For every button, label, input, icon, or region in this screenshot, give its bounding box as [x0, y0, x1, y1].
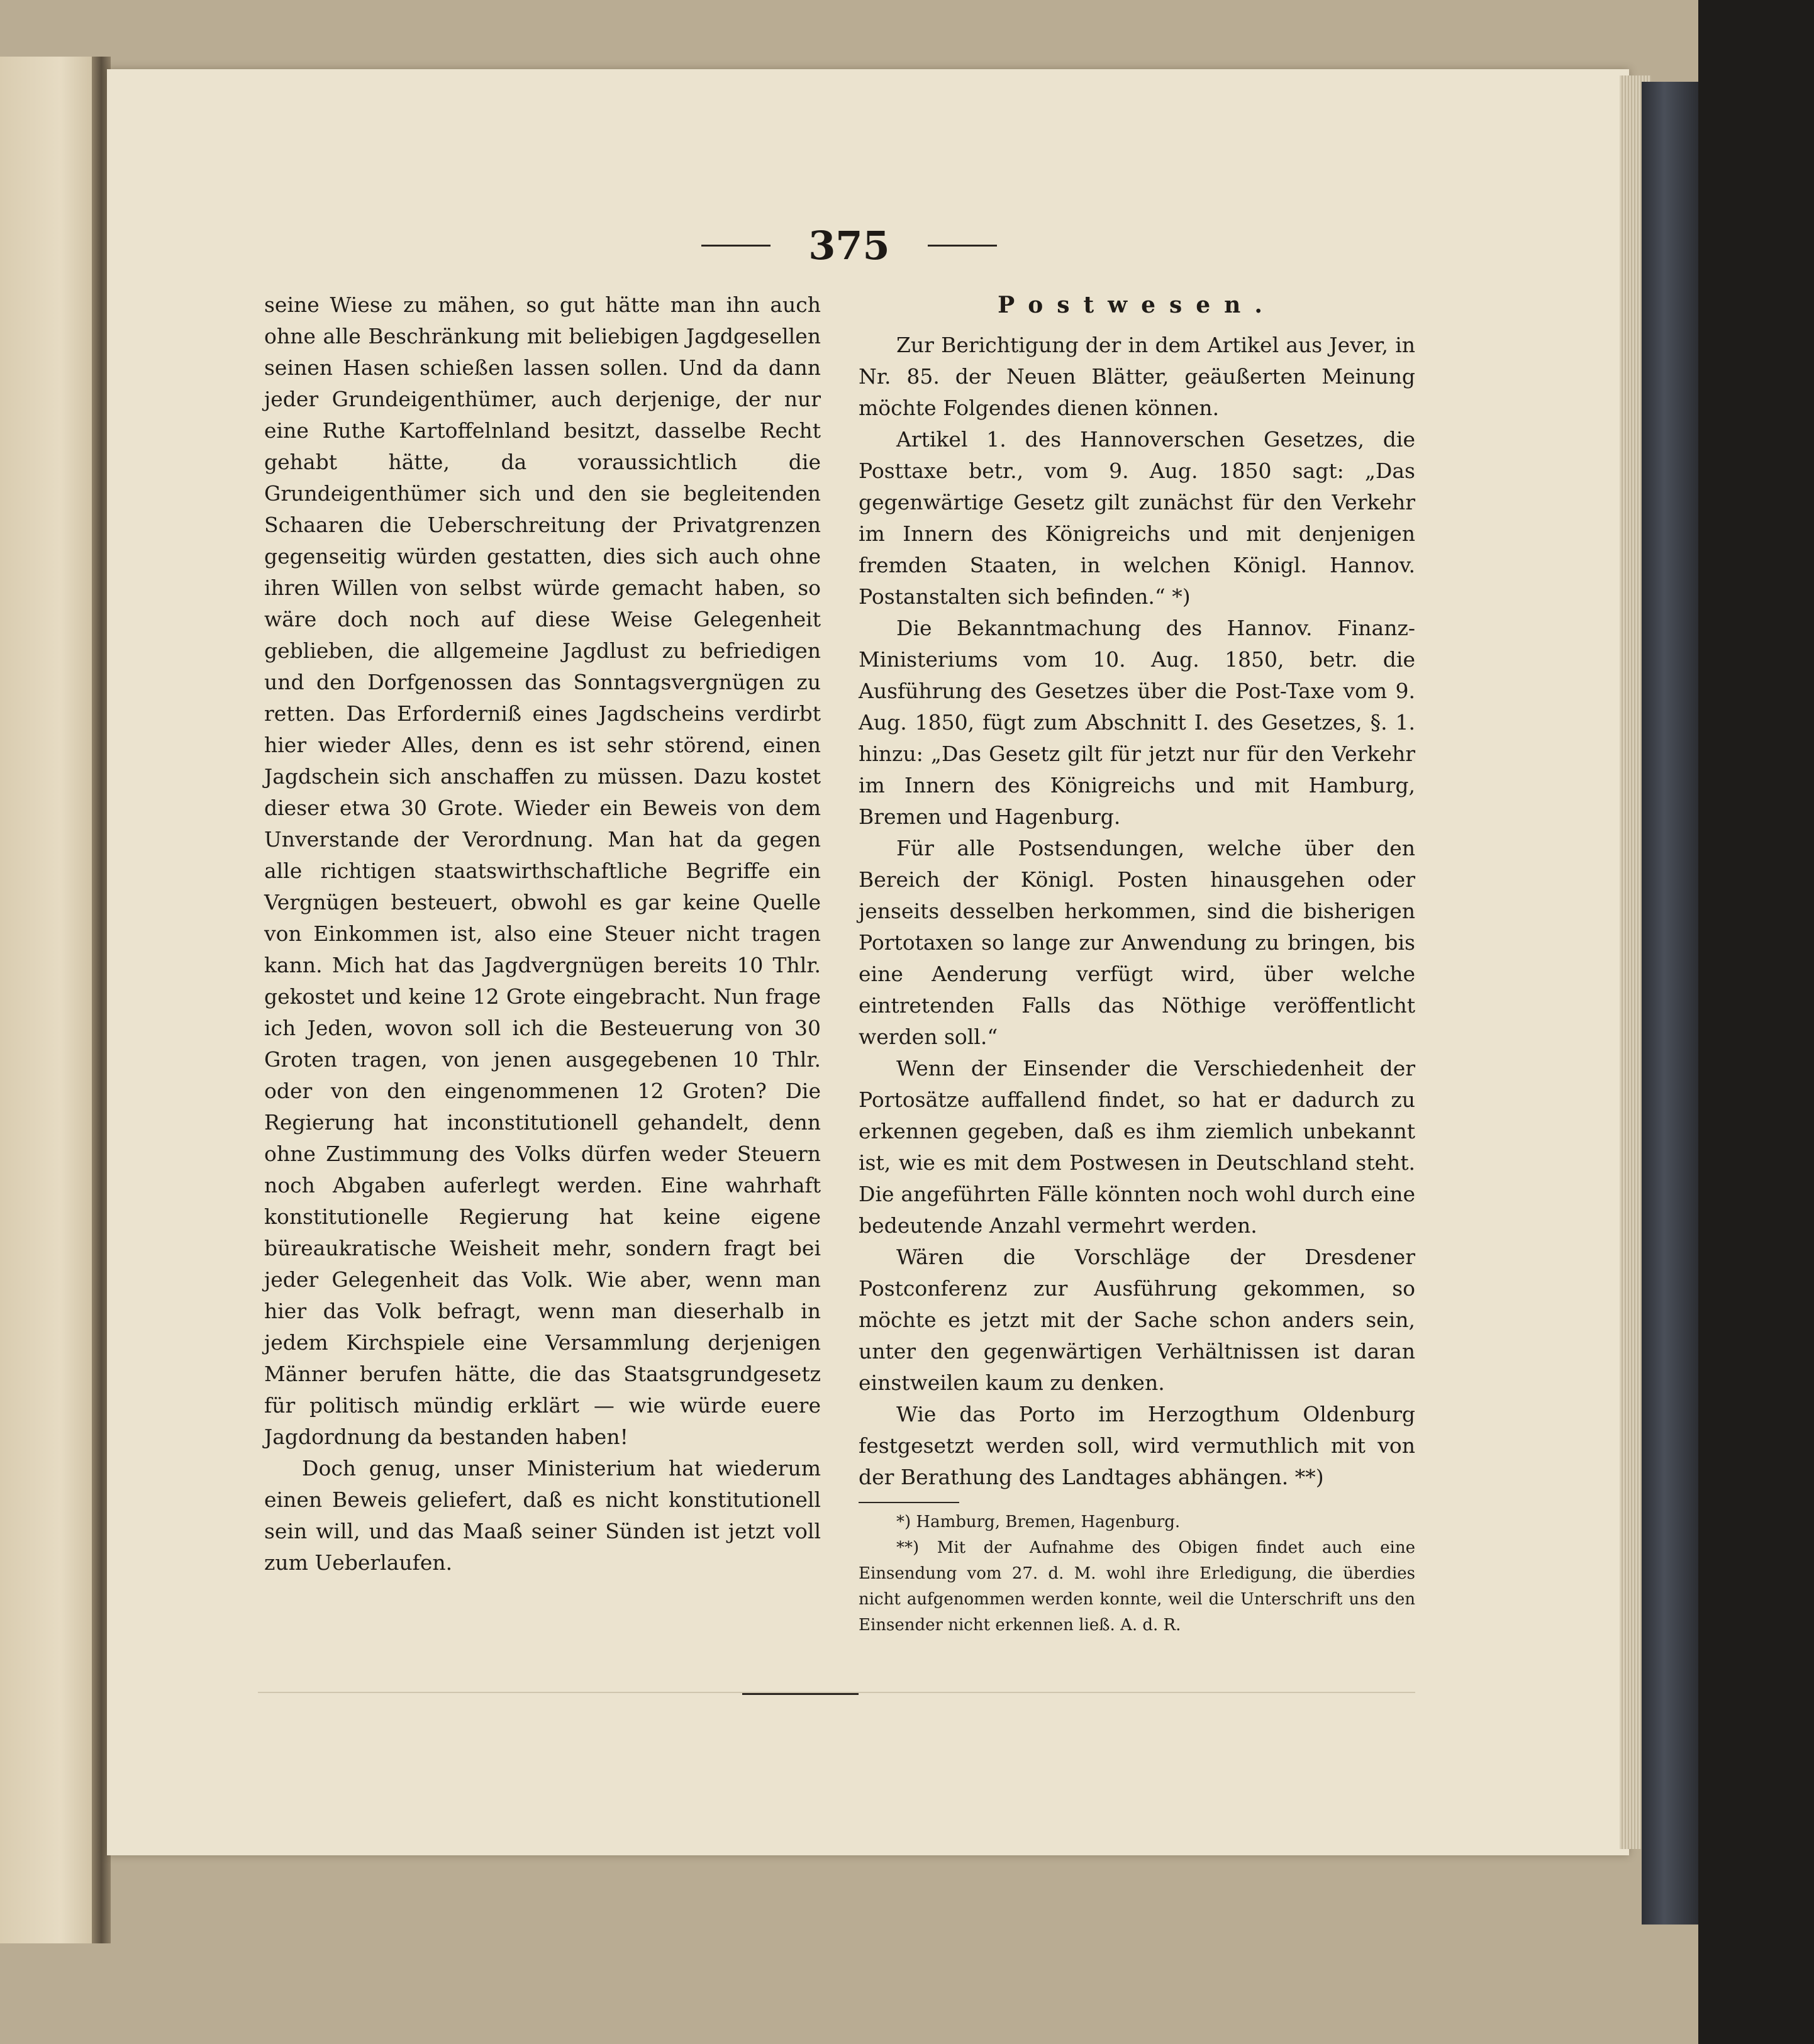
- header-rule-right: [928, 245, 997, 247]
- book-cover: [1642, 82, 1698, 1925]
- page-header: [686, 217, 1013, 274]
- paragraph: Zur Berichtigung der in dem Artikel aus Jever, in Nr. 85. der Neuen Blätter, geäußerten Meinung möchte Folgendes dienen können.: [859, 333, 1415, 420]
- page-number: 375: [808, 222, 890, 269]
- paragraph: Wenn der Einsender die Verschiedenheit der Portosätze auffallend findet, so hat er dadurch zu erkennen gegeben, daß es ihm ziemlich unbekannt ist, wie es mit dem Postwesen in Deutschland steht. Die angeführten Fälle könnten noch wohl durch eine bedeutende Anzahl vermehrt werden.: [859, 1056, 1415, 1238]
- section-title: Postwesen.: [998, 292, 1276, 318]
- paragraph: Doch genug, unser Ministerium hat wiederum einen Beweis geliefert, daß es nicht konstitutionell sein will, und das Maaß seiner Sünden ist jetzt voll zum Ueberlaufen.: [264, 1456, 821, 1575]
- footnote: **) Mit der Aufnahme des Obigen findet auch eine Einsendung vom 27. d. M. wohl ihre Erledigung, die überdies nicht aufgenommen werden konnte, weil die Unterschrift uns den Einsender nicht erkennen ließ. A. d. R.: [859, 1538, 1415, 1635]
- right-column: [859, 289, 1415, 1638]
- background-right: [1698, 0, 1814, 2044]
- facing-page-edge: [0, 57, 101, 1943]
- paragraph: Wären die Vorschläge der Dresdener Postconferenz zur Ausführung gekommen, so möchte es jetzt mit der Sache schon anders sein, unter den gegenwärtigen Verhältnissen ist daran einstweilen kaum zu denken.: [859, 1245, 1415, 1395]
- paragraph: Für alle Postsendungen, welche über den Bereich der Königl. Posten hinausgehen oder jenseits desselben herkommen, sind die bisherigen Portotaxen so lange zur Anwendung zu bringen, bis eine Aenderung verfügt wird, über welche eintretenden Falls das Nöthige veröffentlicht werden soll.“: [859, 836, 1415, 1049]
- paragraph: Wie das Porto im Herzogthum Oldenburg festgesetzt werden soll, wird vermuthlich mit von der Berathung des Landtages abhängen. **): [859, 1402, 1415, 1489]
- header-rule-left: [701, 245, 771, 247]
- bottom-rule: [742, 1693, 859, 1695]
- paragraph: Die Bekanntmachung des Hannov. Finanz-Ministeriums vom 10. Aug. 1850, betr. die Ausführung des Gesetzes über die Post-Taxe vom 9. Aug. 1850, fügt zum Abschnitt I. des Gesetzes, §. 1. hinzu: „Das Gesetz gilt für jetzt nur für den Verkehr im Innern des Königreichs und mit Hamburg, Bremen und Hagenburg.: [859, 616, 1415, 829]
- footnote: *) Hamburg, Bremen, Hagenburg.: [896, 1513, 1181, 1531]
- paragraph: seine Wiese zu mähen, so gut hätte man ihn auch ohne alle Beschränkung mit beliebigen Jagdgesellen seinen Hasen schießen lassen sollen. Und da dann jeder Grundeigenthümer, auch derjenige, der nur eine Ruthe Kartoffelnland besitzt, dasselbe Recht gehabt hätte, da voraussichtlich die Grundeigenthümer sich und den sie begleitenden Schaaren die Ueberschreitung der Privatgrenzen gegenseitig würden gestatten, dies sich auch ohne ihren Willen von selbst würde gemacht haben, so wäre doch noch auf diese Weise Gelegenheit geblieben, die allgemeine Jagdlust zu befriedigen und den Dorfgenossen das Sonntagsvergnügen zu retten. Das Erforderniß eines Jagdscheins verdirbt hier wieder Alles, denn es ist sehr störend, einen Jagdschein sich anschaffen zu müssen. Dazu kostet dieser etwa 30 Grote. Wieder ein Beweis von dem Unverstande der Verordnung. Man hat da gegen alle richtigen staatswirthschaftliche Begriffe ein Vergnügen besteuert, obwohl es gar keine Quelle von Einkommen ist, also eine Steuer nicht tragen kann. Mich hat das Jagdvergnügen bereits 10 Thlr. gekostet und keine 12 Grote eingebracht. Nun frage ich Jeden, wovon soll ich die Besteuerung von 30 Groten tragen, von jenen ausgegebenen 10 Thlr. oder von den eingenommenen 12 Groten? Die Regierung hat inconstitutionell gehandelt, denn ohne Zustimmung des Volks dürfen weder Steuern noch Abgaben auferlegt werden. Eine wahrhaft konstitutionelle Regierung hat keine eigene büreaukratische Weisheit mehr, sondern fragt bei jeder Gelegenheit das Volk. Wie aber, wenn man hier das Volk befragt, wenn man dieserhalb in jedem Kirchspiele eine Versammlung derjenigen Männer berufen hätte, die das Staatsgrundgesetz für politisch mündig erklärt — wie würde euere Jagdordnung da bestanden haben!: [264, 292, 821, 1449]
- paragraph: Artikel 1. des Hannoverschen Gesetzes, die Posttaxe betr., vom 9. Aug. 1850 sagt: „Das gegenwärtige Gesetz gilt zunächst für den Verkehr im Innern des Königreichs und mit denjenigen fremden Staaten, in welchen Königl. Hannov. Postanstalten sich befinden.“ *): [859, 427, 1415, 609]
- left-column: [264, 289, 821, 1579]
- footnote-rule: [859, 1502, 959, 1503]
